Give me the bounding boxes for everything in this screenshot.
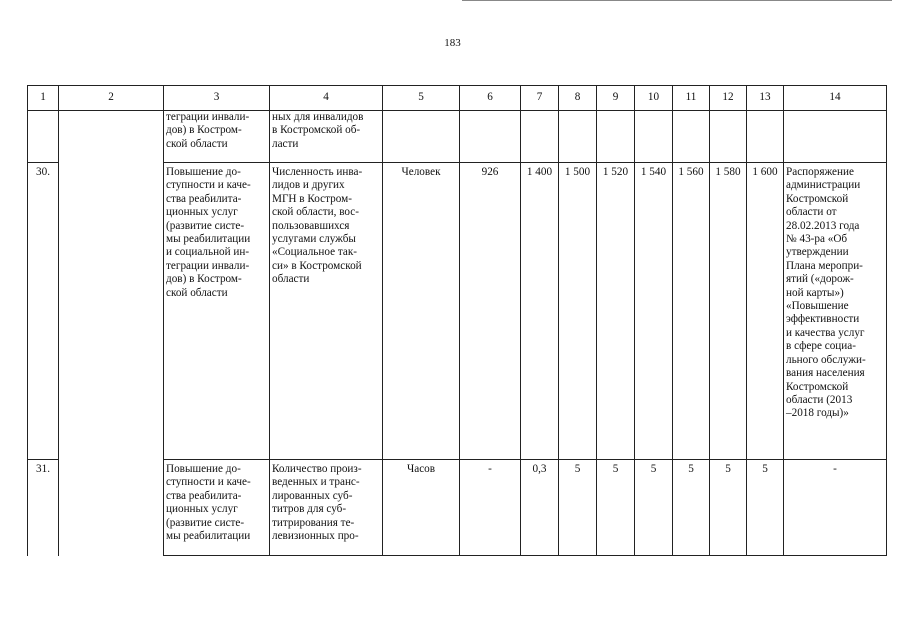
- header-row: [28, 86, 887, 111]
- col3-cell: теграции инвали- дов) в Костром- ской области: [164, 111, 270, 163]
- row-number: 31.: [28, 460, 59, 556]
- value-cell: 5: [635, 460, 673, 556]
- value-cell: 5: [673, 460, 710, 556]
- col2-merged-cell: [59, 111, 164, 556]
- top-rule: [462, 0, 892, 1]
- col4-cell: Численность инва- лидов и других МГН в Костром- ской области, вос- пользовавшихся услугами службы «Социальное так- си» в Костромской области: [270, 163, 383, 460]
- value-cell: 1 500: [559, 163, 597, 460]
- header-cell: 1: [28, 86, 59, 111]
- header-cell: 4: [270, 86, 383, 111]
- value-cell: 5: [710, 460, 747, 556]
- header-cell: 3: [164, 86, 270, 111]
- col4-cell: ных для инвалидов в Костромской об- ласти: [270, 111, 383, 163]
- unit-cell: Часов: [383, 460, 460, 556]
- value-cell: 1 560: [673, 163, 710, 460]
- header-cell: 7: [521, 86, 559, 111]
- col4-cell: Количество произ- веденных и транс- лированных суб- титров для суб- титрирования те- левизионных про-: [270, 460, 383, 556]
- header-cell: 9: [597, 86, 635, 111]
- col3-cell: Повышение до- ступности и каче- ства реабилита- ционных услуг (развитие систе- мы реабилитации и социальной ин- теграции инвали- дов) в Костром- ской области: [164, 163, 270, 460]
- header-cell: 6: [460, 86, 521, 111]
- header-cell: 2: [59, 86, 164, 111]
- value-cell: 5: [597, 460, 635, 556]
- header-cell: 12: [710, 86, 747, 111]
- header-cell: 10: [635, 86, 673, 111]
- col14-cell: -: [784, 460, 887, 556]
- value-cell: 0,3: [521, 460, 559, 556]
- unit-cell: Человек: [383, 163, 460, 460]
- value-cell: 926: [460, 163, 521, 460]
- value-cell: 1 540: [635, 163, 673, 460]
- header-cell: 14: [784, 86, 887, 111]
- value-cell: -: [460, 460, 521, 556]
- header-cell: 8: [559, 86, 597, 111]
- col14-cell: Распоряжение администрации Костромской области от 28.02.2013 года № 43-ра «Об утверждении Плана меропри- ятий («дорож- ной карты») «Повышение эффективности и качества услуг в сфере социа- льного обслужи- вания населения Костромской области (2013 –2018 годы)»: [784, 163, 887, 460]
- num-cell: [28, 111, 59, 163]
- value-cell: 1 580: [710, 163, 747, 460]
- row-number: 30.: [28, 163, 59, 460]
- value-cell: 5: [747, 460, 784, 556]
- value-cell: 1 400: [521, 163, 559, 460]
- document-table: [27, 85, 887, 556]
- header-cell: 5: [383, 86, 460, 111]
- header-cell: 11: [673, 86, 710, 111]
- page-number: 183: [444, 37, 461, 49]
- col3-cell: Повышение до- ступности и каче- ства реабилита- ционных услуг (развитие систе- мы реабилитации: [164, 460, 270, 556]
- header-cell: 13: [747, 86, 784, 111]
- table-row-continued: [28, 111, 887, 163]
- value-cell: 5: [559, 460, 597, 556]
- value-cell: 1 520: [597, 163, 635, 460]
- value-cell: 1 600: [747, 163, 784, 460]
